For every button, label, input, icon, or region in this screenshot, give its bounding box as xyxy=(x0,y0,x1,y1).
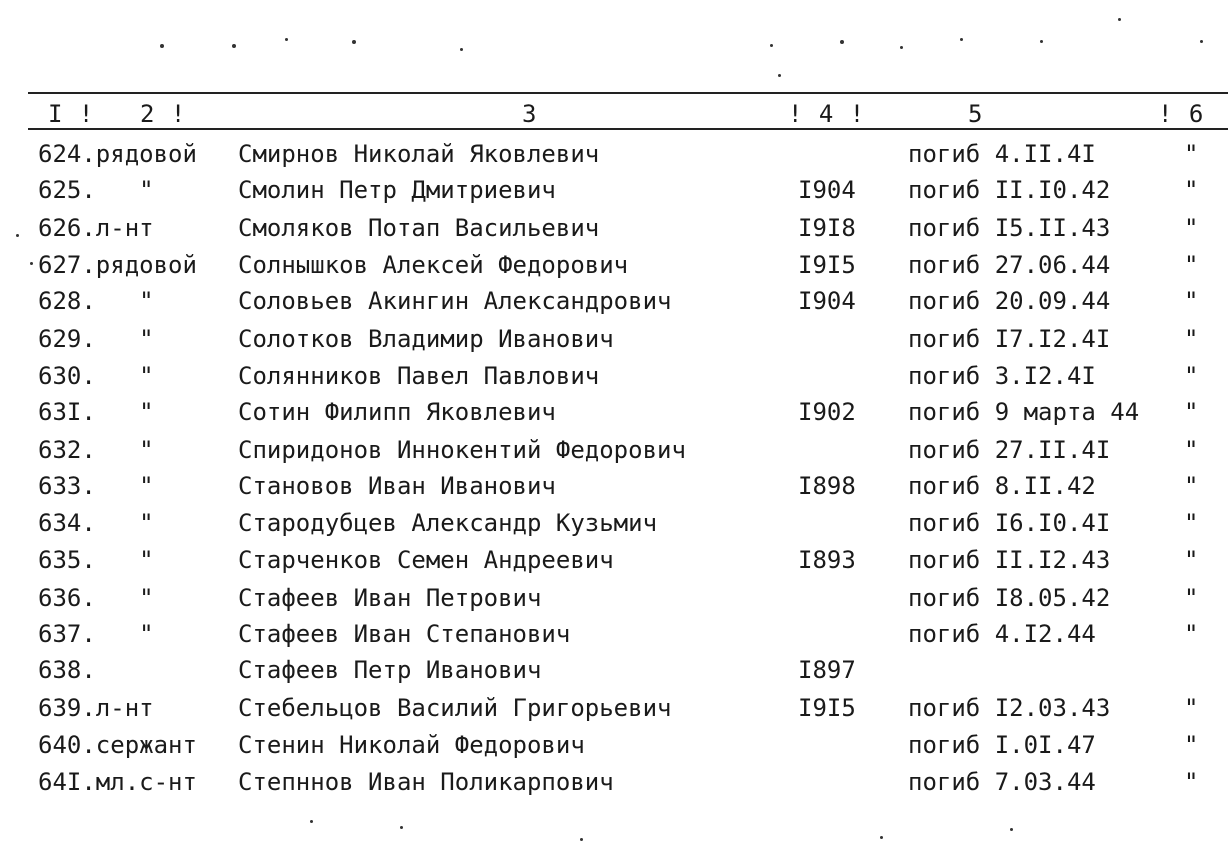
row-ditto: " xyxy=(1184,509,1199,537)
row-fate: погиб 7.03.44 xyxy=(908,768,1096,796)
scan-speck xyxy=(580,838,583,841)
table-row xyxy=(0,616,1229,652)
scan-speck xyxy=(778,74,781,77)
row-ditto: " xyxy=(1184,140,1199,168)
row-fate: погиб 8.II.42 xyxy=(908,472,1096,500)
row-name: Смирнов Николай Яковлевич xyxy=(238,140,600,168)
column-header-4: ! 4 ! xyxy=(788,100,866,128)
table-row xyxy=(0,358,1229,394)
row-name: Стенин Николай Федорович xyxy=(238,731,585,759)
scan-speck xyxy=(285,38,288,41)
row-name: Степннов Иван Поликарпович xyxy=(238,768,614,796)
row-name: Смоляков Потап Васильевич xyxy=(238,214,600,242)
scan-speck xyxy=(1010,828,1013,831)
row-birth-year: I9I8 xyxy=(798,214,856,242)
row-name: Стафеев Иван Степанович xyxy=(238,620,571,648)
row-ditto: " xyxy=(1184,768,1199,796)
row-number-rank: 638. xyxy=(38,656,96,684)
row-name: Соловьев Акингин Александрович xyxy=(238,287,672,315)
row-birth-year: I897 xyxy=(798,656,856,684)
column-header-2: 2 ! xyxy=(140,100,187,128)
row-number-rank: 640.сержант xyxy=(38,731,197,759)
row-fate: погиб 27.II.4I xyxy=(908,436,1111,464)
row-fate: погиб 4.I2.44 xyxy=(908,620,1096,648)
row-fate: погиб 20.09.44 xyxy=(908,287,1111,315)
table-row xyxy=(0,580,1229,616)
table-row xyxy=(0,764,1229,800)
row-name: Становов Иван Иванович xyxy=(238,472,556,500)
column-header-3: 3 xyxy=(522,100,538,128)
row-birth-year: I904 xyxy=(798,287,856,315)
scan-speck xyxy=(352,40,356,44)
row-fate: погиб II.I2.43 xyxy=(908,546,1111,574)
row-ditto: " xyxy=(1184,546,1199,574)
scan-speck xyxy=(900,46,903,49)
table-row xyxy=(0,247,1229,283)
row-number-rank: 636. " xyxy=(38,584,154,612)
table-header-rule xyxy=(28,128,1228,130)
row-ditto: " xyxy=(1184,176,1199,204)
row-birth-year: I902 xyxy=(798,398,856,426)
row-ditto: " xyxy=(1184,584,1199,612)
row-number-rank: 634. " xyxy=(38,509,154,537)
row-ditto: " xyxy=(1184,251,1199,279)
row-ditto: " xyxy=(1184,362,1199,390)
row-fate: погиб I5.II.43 xyxy=(908,214,1111,242)
table-row xyxy=(0,727,1229,763)
table-row xyxy=(0,394,1229,430)
scan-speck xyxy=(460,48,463,51)
row-fate: погиб 3.I2.4I xyxy=(908,362,1096,390)
row-name: Солянников Павел Павлович xyxy=(238,362,600,390)
row-birth-year: I898 xyxy=(798,472,856,500)
row-number-rank: 628. " xyxy=(38,287,154,315)
row-name: Спиридонов Иннокентий Федорович xyxy=(238,436,686,464)
row-ditto: " xyxy=(1184,620,1199,648)
table-row xyxy=(0,136,1229,172)
table-row xyxy=(0,468,1229,504)
scan-speck xyxy=(770,44,773,47)
row-ditto: " xyxy=(1184,287,1199,315)
row-name: Стебельцов Василий Григорьевич xyxy=(238,694,672,722)
row-number-rank: 624.рядовой xyxy=(38,140,197,168)
row-fate: погиб I.0I.47 xyxy=(908,731,1096,759)
column-header-5: 5 xyxy=(968,100,984,128)
row-number-rank: 632. " xyxy=(38,436,154,464)
table-row xyxy=(0,321,1229,357)
scan-speck xyxy=(232,44,236,48)
table-row xyxy=(0,505,1229,541)
row-number-rank: 630. " xyxy=(38,362,154,390)
row-fate: погиб I8.05.42 xyxy=(908,584,1111,612)
row-name: Солотков Владимир Иванович xyxy=(238,325,614,353)
row-fate: погиб II.I0.42 xyxy=(908,176,1111,204)
row-ditto: " xyxy=(1184,731,1199,759)
row-name: Стафеев Петр Иванович xyxy=(238,656,542,684)
column-header-6: ! 6 xyxy=(1158,100,1205,128)
scan-speck xyxy=(310,820,313,823)
row-number-rank: 639.л-нт xyxy=(38,694,154,722)
row-ditto: " xyxy=(1184,398,1199,426)
table-row xyxy=(0,652,1229,688)
table-row xyxy=(0,172,1229,208)
row-number-rank: 625. " xyxy=(38,176,154,204)
table-row xyxy=(0,432,1229,468)
row-number-rank: 626.л-нт xyxy=(38,214,154,242)
scan-speck xyxy=(160,44,164,48)
row-name: Солнышков Алексей Федорович xyxy=(238,251,629,279)
row-fate: погиб 4.II.4I xyxy=(908,140,1096,168)
scan-speck xyxy=(960,38,963,41)
row-number-rank: 637. " xyxy=(38,620,154,648)
row-name: Смолин Петр Дмитриевич xyxy=(238,176,556,204)
row-name: Стафеев Иван Петрович xyxy=(238,584,542,612)
row-number-rank: 629. " xyxy=(38,325,154,353)
row-birth-year: I9I5 xyxy=(798,251,856,279)
scan-speck xyxy=(400,826,403,829)
table-row xyxy=(0,210,1229,246)
table-row xyxy=(0,542,1229,578)
scan-speck xyxy=(1118,18,1121,21)
row-birth-year: I9I5 xyxy=(798,694,856,722)
row-number-rank: 633. " xyxy=(38,472,154,500)
table-row xyxy=(0,690,1229,726)
row-fate: погиб I7.I2.4I xyxy=(908,325,1111,353)
row-number-rank: 64I.мл.с-нт xyxy=(38,768,197,796)
scan-speck xyxy=(1200,40,1203,43)
row-fate: погиб I6.I0.4I xyxy=(908,509,1111,537)
row-name: Стародубцев Александр Кузьмич xyxy=(238,509,658,537)
row-ditto: " xyxy=(1184,325,1199,353)
row-ditto: " xyxy=(1184,436,1199,464)
table-top-rule xyxy=(28,92,1228,94)
row-fate: погиб 27.06.44 xyxy=(908,251,1111,279)
row-fate: погиб I2.03.43 xyxy=(908,694,1111,722)
row-number-rank: 63I. " xyxy=(38,398,154,426)
row-ditto: " xyxy=(1184,694,1199,722)
row-birth-year: I904 xyxy=(798,176,856,204)
row-number-rank: 627.рядовой xyxy=(38,251,197,279)
row-name: Старченков Семен Андреевич xyxy=(238,546,614,574)
row-birth-year: I893 xyxy=(798,546,856,574)
table-row xyxy=(0,283,1229,319)
row-ditto: " xyxy=(1184,472,1199,500)
scan-speck xyxy=(880,836,883,839)
row-ditto: " xyxy=(1184,214,1199,242)
scan-speck xyxy=(1040,40,1043,43)
row-name: Сотин Филипп Яковлевич xyxy=(238,398,556,426)
row-fate: погиб 9 марта 44 xyxy=(908,398,1140,426)
scan-speck xyxy=(840,40,844,44)
row-number-rank: 635. " xyxy=(38,546,154,574)
column-header-1: I ! xyxy=(48,100,95,128)
